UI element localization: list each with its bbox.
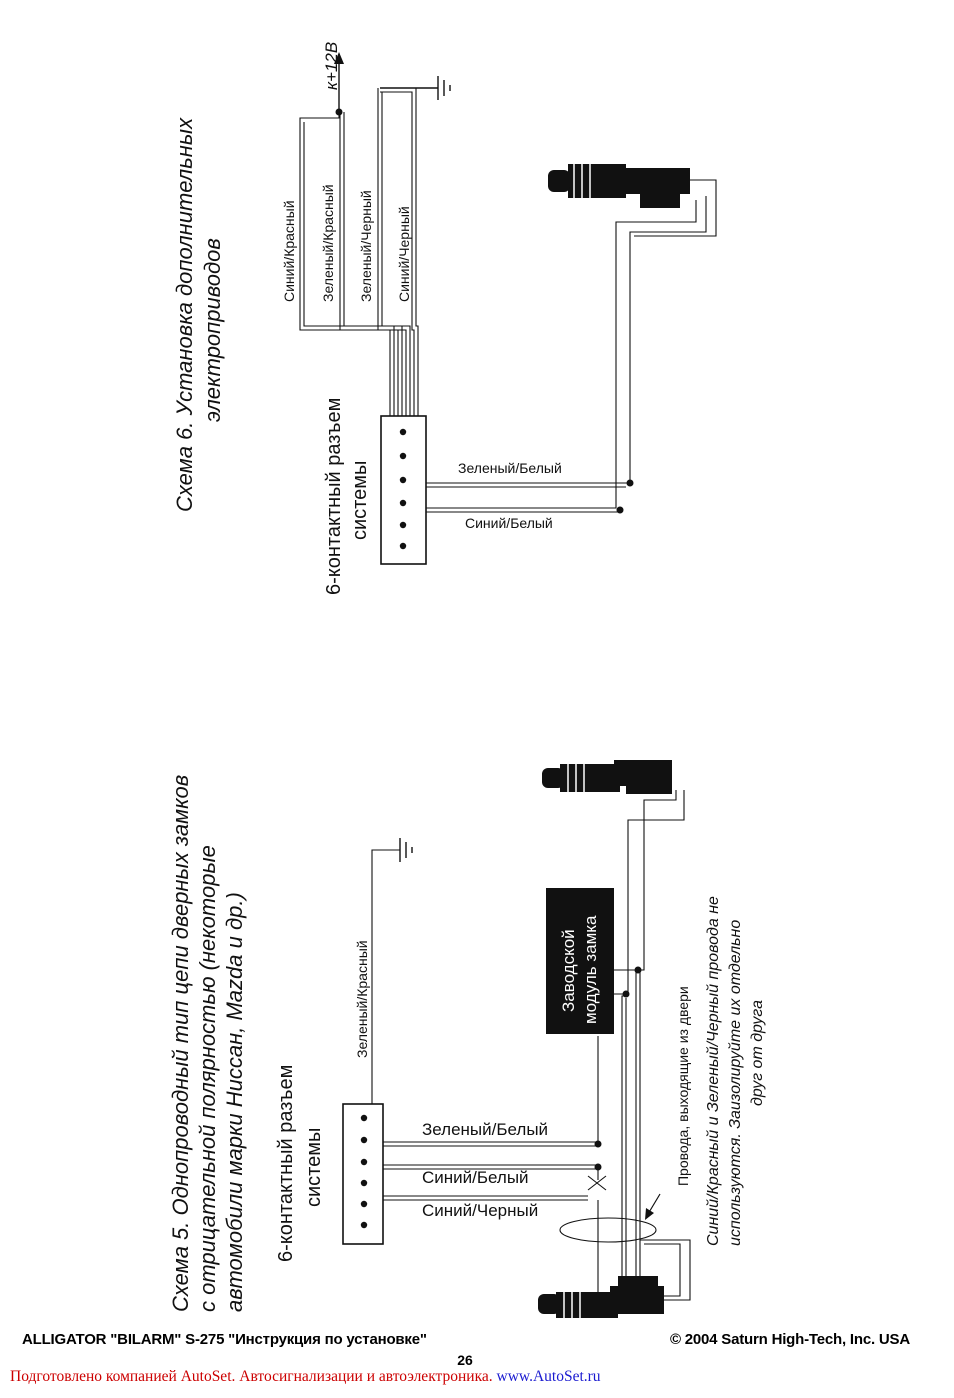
- power-label: к+12В: [322, 41, 341, 90]
- scheme6-blue-white-label: Синий/Белый: [465, 515, 553, 531]
- scheme6-title-line1: Схема 6. Установка дополнительных: [172, 117, 197, 512]
- page-number: 26: [457, 1352, 473, 1368]
- door-wires-label: Провода, выходящие из двери: [675, 986, 691, 1186]
- scheme5-ground-icon: [400, 838, 412, 862]
- scheme-5: [168, 760, 766, 1318]
- ground-icon: [438, 76, 450, 100]
- credit-line: [10, 1368, 601, 1386]
- footer-left: ALLIGATOR "BILARM" S-275 "Инструкция по установке": [22, 1331, 427, 1348]
- scheme6-wire-label-2: Зеленый/Красный: [320, 184, 336, 302]
- scheme6-connector-block: [381, 416, 426, 564]
- scheme5-actuator-bottom-icon: [538, 1276, 664, 1318]
- scheme5-title-line2: с отрицательной полярностью (некоторые: [195, 845, 220, 1312]
- scheme-6: [172, 42, 716, 595]
- scheme5-connector-label-2: системы: [303, 1127, 325, 1207]
- factory-lock-module: [546, 888, 614, 1034]
- module-label-1: Заводской: [559, 929, 578, 1012]
- scheme6-title-line2: электроприводов: [200, 238, 225, 422]
- credit-text: Подготовлено компанией AutoSet. Автосигнализации и автоэлектроника.: [10, 1368, 497, 1385]
- scheme5-green-white-label: Зеленый/Белый: [422, 1120, 549, 1139]
- cut-mark-icon: [588, 1176, 606, 1190]
- scheme6-connector-label-2: системы: [349, 460, 371, 540]
- scheme6-actuator-icon: [548, 164, 690, 208]
- scheme5-connector-label-1: 6-контактный разъем: [275, 1064, 297, 1262]
- scheme6-wire-label-4: Синий/Черный: [396, 206, 412, 302]
- wire-bundle-ellipse: [560, 1218, 656, 1242]
- scheme6-wire-label-3: Зеленый/Черный: [358, 190, 374, 302]
- scheme6-connector-label-1: 6-контактный разъем: [323, 397, 345, 595]
- scheme5-title-line1: Схема 5. Однопроводный тип цепи дверных замков: [168, 774, 193, 1312]
- scheme5-actuator-top-icon: [542, 760, 672, 794]
- note-line1: Синий/Красный и Зеленый/Черный провода не: [705, 896, 722, 1246]
- module-label-2: модуль замка: [581, 915, 600, 1024]
- note-line2: используются. Заизолируйте их отдельно: [727, 919, 744, 1246]
- scheme6-wire-label-1: Синий/Красный: [281, 200, 297, 302]
- scheme6-green-white-label: Зеленый/Белый: [458, 460, 562, 476]
- scheme5-blue-white-label: Синий/Белый: [422, 1168, 529, 1187]
- scheme5-blue-black-label: Синий/Черный: [422, 1201, 539, 1220]
- scheme5-title-line3: автомобили марки Ниссан, Mazda и др.): [222, 892, 247, 1312]
- scheme5-green-red-label: Зеленый/Красный: [354, 940, 370, 1058]
- credit-link[interactable]: www.AutoSet.ru: [496, 1368, 601, 1385]
- pointer-arrow-icon: [645, 1208, 654, 1220]
- footer-right: © 2004 Saturn High-Tech, Inc. USA: [669, 1331, 910, 1348]
- note-line3: друг от друга: [749, 999, 766, 1106]
- scheme5-wires: [383, 790, 690, 1310]
